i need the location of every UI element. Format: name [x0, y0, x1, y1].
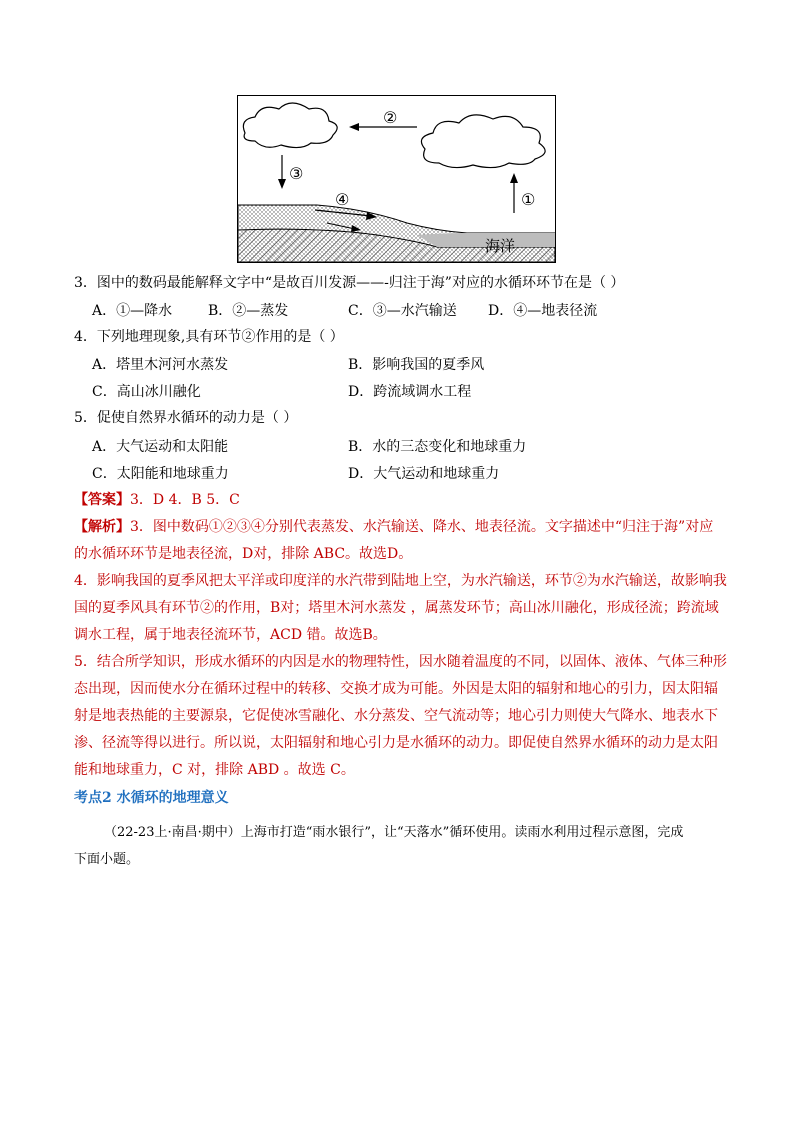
analysis-p4-l2: 国的夏季风具有环节②的作用，B对；塔里木河水蒸发 ，属蒸发环节；高山冰川融化，形成径流；跨流域 — [74, 600, 719, 616]
q3-stem: 3．图中的数码最能解释文字中“是故百川发源——-归注于海”对应的水循环环节在是（ ） — [74, 275, 625, 291]
q3-option-a: A．①—降水 — [92, 303, 173, 319]
analysis-tag: 【解析】 — [74, 519, 130, 535]
q5-option-d: D．大气运动和地球重力 — [348, 466, 500, 482]
water-cycle-figure — [237, 95, 556, 263]
analysis-p3-l2: 的水循环环节是地表径流，D对，排除 ABC。故选D。 — [74, 546, 413, 562]
q5-option-a: A．大气运动和太阳能 — [92, 439, 229, 455]
analysis-p3-l1: 3．图中数码①②③④分别代表蒸发、水汽输送、降水、地表径流。文字描述中“归注于海”对应 — [130, 519, 714, 535]
water-cycle-diagram — [237, 95, 556, 263]
intro-line-1: （22-23上·南昌·期中）上海市打造“雨水银行”，让“天落水”循环使用。读雨水利用过程示意图，完成 — [104, 825, 684, 840]
section-title: 考点2 水循环的地理意义 — [74, 790, 229, 806]
analysis-p4-l3: 调水工程，属于地表径流环节，ACD 错。故选B。 — [74, 627, 387, 643]
intro-line-2: 下面小题。 — [74, 852, 140, 867]
analysis-p5-l1: 5．结合所学知识，形成水循环的内因是水的物理特性，因水随着温度的不同，以固体、液体、气体三种形 — [74, 654, 727, 670]
analysis-line-1 — [74, 517, 713, 537]
answer-tag: 【答案】 — [74, 492, 130, 508]
label-1: ① — [521, 190, 536, 209]
q4-stem: 4．下列地理现象,具有环节②作用的是（ ） — [74, 329, 344, 345]
label-3: ③ — [289, 164, 304, 183]
q4-option-b: B．影响我国的夏季风 — [348, 357, 485, 373]
q4-option-c: C．高山冰川融化 — [92, 384, 201, 400]
q3-option-b: B．②—蒸发 — [208, 303, 289, 319]
analysis-p5-l2: 态出现，因而使水分在循环过程中的转移、交换才成为可能。外因是太阳的辐射和地心的引力，因太阳辐 — [74, 681, 718, 697]
analysis-p5-l5: 能和地球重力，C 对，排除 ABD 。故选 C。 — [74, 762, 355, 778]
q5-stem: 5．促使自然界水循环的动力是（ ） — [74, 410, 298, 426]
answer-line — [74, 490, 240, 510]
analysis-p4-l1: 4．影响我国的夏季风把太平洋或印度洋的水汽带到陆地上空，为水汽输送，环节②为水汽输送，故影响我 — [74, 573, 727, 589]
analysis-p5-l3: 射是地表热能的主要源泉，它促使冰雪融化、水分蒸发、空气流动等；地心引力则使大气降水、地表水下 — [74, 708, 718, 724]
q5-option-b: B．水的三态变化和地球重力 — [348, 439, 527, 455]
q5-option-c: C．太阳能和地球重力 — [92, 466, 229, 482]
label-2: ② — [383, 108, 398, 127]
q4-option-a: A．塔里木河河水蒸发 — [92, 357, 229, 373]
q4-option-d: D．跨流域调水工程 — [348, 384, 472, 400]
answer-text: 3．D 4．B 5．C — [130, 492, 240, 508]
ocean-label: 海洋 — [485, 237, 516, 255]
q3-option-d: D．④—地表径流 — [488, 303, 598, 319]
q3-option-c: C．③—水汽输送 — [348, 303, 457, 319]
label-4: ④ — [335, 190, 350, 209]
analysis-p5-l4: 渗、径流等得以进行。所以说，太阳辐射和地心引力是水循环的动力。即促使自然界水循环的动力是太阳 — [74, 735, 718, 751]
